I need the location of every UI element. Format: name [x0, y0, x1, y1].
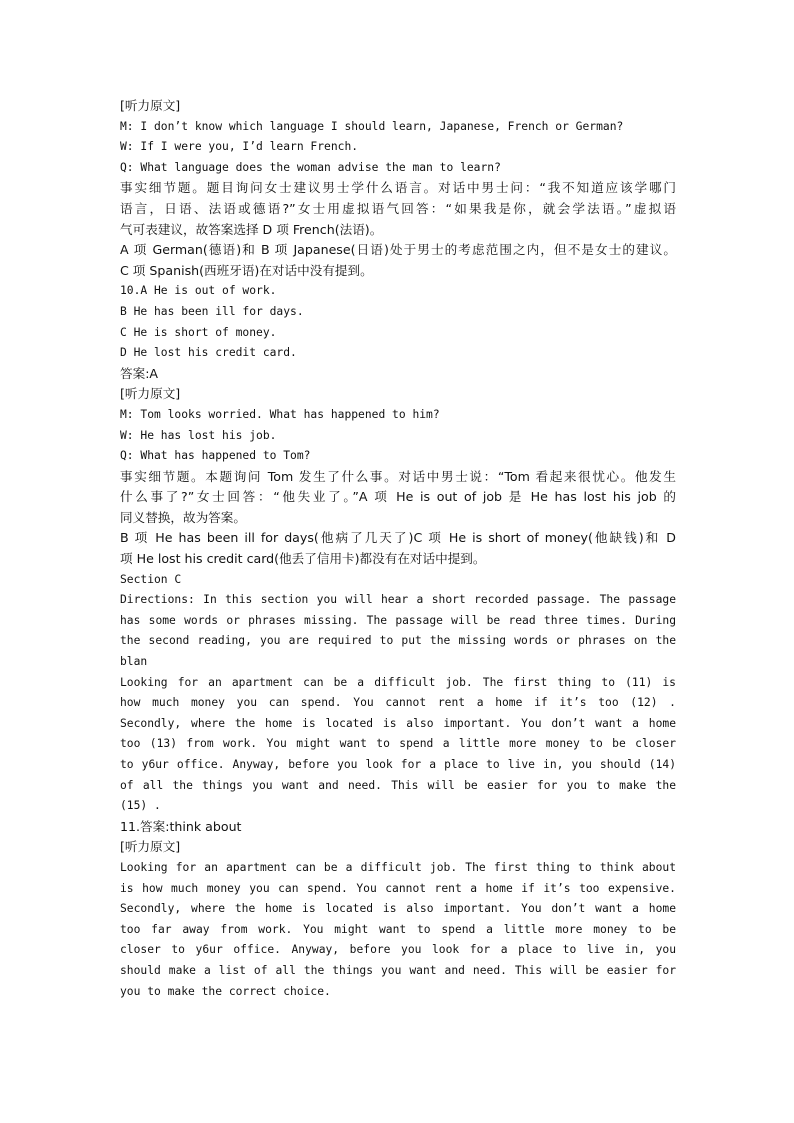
text-line: 事实细节题。本题询问 Tom 发生了什么事。对话中男士说：“Tom 看起来很忧心。他发生 — [120, 468, 676, 484]
text-line: 答案:A — [120, 365, 159, 381]
text-line: should make a list of all the things you want and need. This will be easier for — [120, 963, 676, 977]
text-line: has some words or phrases missing. The passage will be read three times. During — [120, 613, 676, 627]
text-line: Q: What has happened to Tom? — [120, 449, 311, 463]
text-line: [听力原文] — [120, 98, 181, 113]
text-line: 10.A He is out of work. — [120, 284, 277, 298]
text-line: how much money you can spend. You cannot rent a home if it’s too (12) . — [120, 696, 676, 710]
text-line: 项 He lost his credit card(他丢了信用卡)都没有在对话中提到。 — [120, 551, 486, 567]
text-line: closer to y6ur office. Anyway, before you look for a place to live in, you — [120, 943, 676, 957]
text-line: M: Tom looks worried. What has happened to him? — [120, 407, 440, 421]
text-line: 气可表建议，故答案选择 D 项 French(法语)。 — [120, 221, 383, 237]
text-line: to y6ur office. Anyway, before you look for a place to live in, you should (14) — [120, 758, 676, 771]
text-line: 同义替换，故为答案。 — [120, 509, 246, 525]
text-line: Looking for an apartment can be a difficult job. The first thing to (11) is — [120, 675, 676, 689]
text-line: 什么事了?”女士回答：“他失业了。”A 项 He is out of job 是 He has lost his job 的 — [120, 489, 676, 505]
text-line: Looking for an apartment can be a difficult job. The first thing to think about — [120, 860, 676, 874]
text-line: 语言，日语、法语或德语?”女士用虚拟语气回答：“如果我是你，就会学法语。”虚拟语 — [120, 200, 676, 216]
text-line: Directions: In this section you will hear a short recorded passage. The passage — [120, 593, 676, 607]
text-line: C 项 Spanish(西班牙语)在对话中没有提到。 — [120, 262, 373, 278]
text-line: D He lost his credit card. — [120, 346, 297, 360]
text-line: A 项 German(德语)和 B 项 Japanese(日语)处于男士的考虑范围之内，但不是女士的建议。 — [120, 242, 676, 258]
text-line: M: I don’t know which language I should learn, Japanese, French or German? — [120, 119, 624, 133]
document-page — [120, 96, 676, 1002]
section-heading: Section C — [120, 572, 182, 586]
text-line: (15) . — [120, 799, 161, 813]
text-line: Q: What language does the woman advise the man to learn? — [120, 160, 501, 174]
text-line: [听力原文] — [120, 386, 181, 402]
text-line: Secondly, where the home is located is also important. You don’t want a home — [120, 902, 676, 916]
text-line: C He is short of money. — [120, 325, 277, 339]
text-line: 11.答案:think about — [120, 818, 242, 834]
text-line: 事实细节题。题目询问女士建议男士学什么语言。对话中男士问：“我不知道应该学哪门 — [120, 180, 676, 196]
text-line: the second reading, you are required to put the missing words or phrases on the — [120, 634, 676, 648]
text-line: too far away from work. You might want to spend a little more money to be — [120, 922, 676, 936]
text-line: W: He has lost his job. — [120, 428, 277, 442]
text-line: W: If I were you, I’d learn French. — [120, 140, 359, 154]
text-line: too (13) from work. You might want to spend a little more money to be closer — [120, 737, 676, 751]
text-line: [听力原文] — [120, 839, 181, 855]
text-line: you to make the correct choice. — [120, 984, 331, 998]
text-line: blan — [120, 655, 148, 669]
text-line: B He has been ill for days. — [120, 304, 304, 318]
text-line: of all the things you want and need. This will be easier for you to make the — [120, 778, 676, 792]
text-line: is how much money you can spend. You cannot rent a home if it’s too expensive. — [120, 881, 676, 895]
text-line: Secondly, where the home is located is also important. You don’t want a home — [120, 716, 676, 730]
text-line: B 项 He has been ill for days(他病了几天了)C 项 He is short of money(他缺钱)和 D — [120, 530, 676, 546]
